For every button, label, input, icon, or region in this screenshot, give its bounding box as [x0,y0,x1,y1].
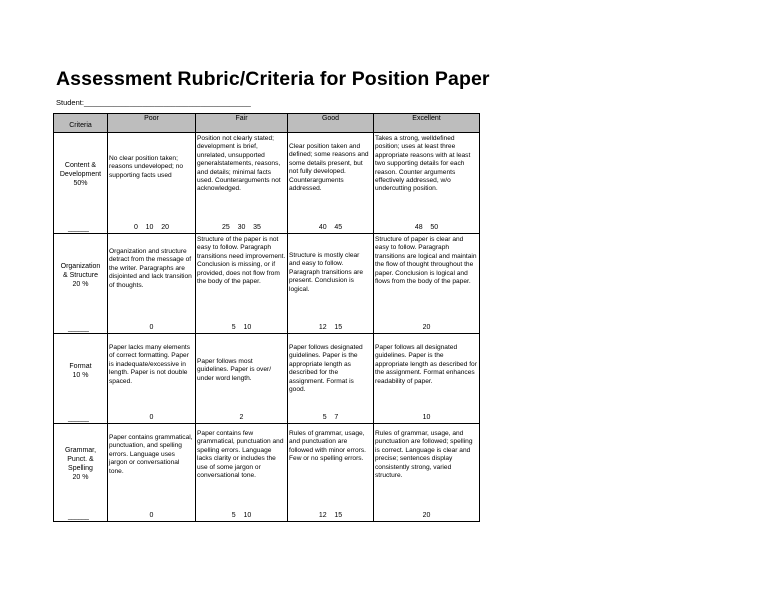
points: 0 10 20 [133,223,170,231]
points: 20 [422,323,431,331]
points: 20 [422,511,431,519]
points: 12 15 [318,511,343,519]
points: 5 7 [322,413,339,421]
criterion-cell: Grammar, Punct. & Spelling 20 % ______ [54,424,108,522]
good-cell: Clear position taken and defined; some reasons and some details present, but not fully developed. Counterarguments addressed. 40 45 [288,133,374,234]
header-fair: Fair [196,114,288,133]
score-blank: ______ [68,513,89,520]
fair-cell: Position not clearly stated; development is brief, unrelated, unsupported generalstatements, reasons, and details; minimal facts used. Counterarguments not acknowledged. 25 30 35 [196,133,288,234]
score-blank: ______ [68,225,89,232]
fair-cell: Paper follows most guidelines. Paper is over/ under word length. 2 [196,334,288,424]
criterion-cell: Format 10 % ______ [54,334,108,424]
points: 0 [149,511,154,519]
header-good: Good [288,114,374,133]
poor-cell: Organization and structure detract from the message of the writer. Paragraphs are disjointed and lack transition of thoughts. 0 [108,234,196,334]
rubric-table [53,113,480,522]
points: 0 [149,323,154,331]
excellent-cell: Takes a strong, welldefined position; uses at least three appropriate reasons with at least two supporting details for each reason. Counter arguments effectively addressed, w/o undercutting position. 48 50 [374,133,480,234]
points: 10 [422,413,431,421]
page-title: Assessment Rubric/Criteria for Position Paper [56,68,490,90]
points: 5 10 [231,323,252,331]
excellent-cell: Paper follows all designated guidelines. Paper is the appropriate length as described for the assignment. Format enhances readability of paper. 10 [374,334,480,424]
good-cell: Rules of grammar, usage, and punctuation are followed with minor errors. Few or no spelling errors. 12 15 [288,424,374,522]
score-blank: ______ [68,415,89,422]
score-blank: ______ [68,325,89,332]
fair-cell: Structure of the paper is not easy to follow. Paragraph transitions need improvement. Conclusion is missing, or if provided, does not flow from the body of the paper. 5 10 [196,234,288,334]
points: 5 10 [231,511,252,519]
header-criteria: Criteria [54,114,108,133]
table-row [54,424,480,522]
poor-cell: Paper lacks many elements of correct formatting. Paper is inadequate/excessive in length. Paper is not double spaced. 0 [108,334,196,424]
points: 25 30 35 [222,223,261,231]
excellent-cell: Structure of paper is clear and easy to follow. Paragraph transitions are logical and maintain the flow of thought throughout the paper. Conclusion is logical and flows from the body of the paper. 20 [374,234,480,334]
table-row [54,334,480,424]
good-cell: Structure is mostly clear and easy to follow. Paragraph transitions are present. Conclusion is logical. 12 15 [288,234,374,334]
good-cell: Paper follows designated guidelines. Paper is the appropriate length as described for the assignment. Format is good. 5 7 [288,334,374,424]
points: 0 [149,413,154,421]
criterion-cell: Content & Development 50% ______ [54,133,108,234]
points: 2 [239,413,244,421]
poor-cell: No clear position taken; reasons undeveloped; no supporting facts used 0 10 20 [108,133,196,234]
header-excellent: Excellent [374,114,480,133]
criterion-cell: Organization & Structure 20 % ______ [54,234,108,334]
points: 40 45 [318,223,343,231]
table-row [54,133,480,234]
poor-cell: Paper contains grammatical, punctuation, and spelling errors. Language uses jargon or conversational tone. 0 [108,424,196,522]
table-row [54,234,480,334]
header-row [54,114,480,133]
points: 12 15 [318,323,343,331]
excellent-cell: Rules of grammar, usage, and punctuation are followed; spelling is correct. Language is clear and precise; sentences display consistently strong, varied structure. 20 [374,424,480,522]
header-poor: Poor [108,114,196,133]
points: 48 50 [414,223,439,231]
student-label: Student:________________________________________ [56,98,251,107]
fair-cell: Paper contains few grammatical, punctuation and spelling errors. Language lacks clarity or includes the use of some jargon or conversational tone. 5 10 [196,424,288,522]
